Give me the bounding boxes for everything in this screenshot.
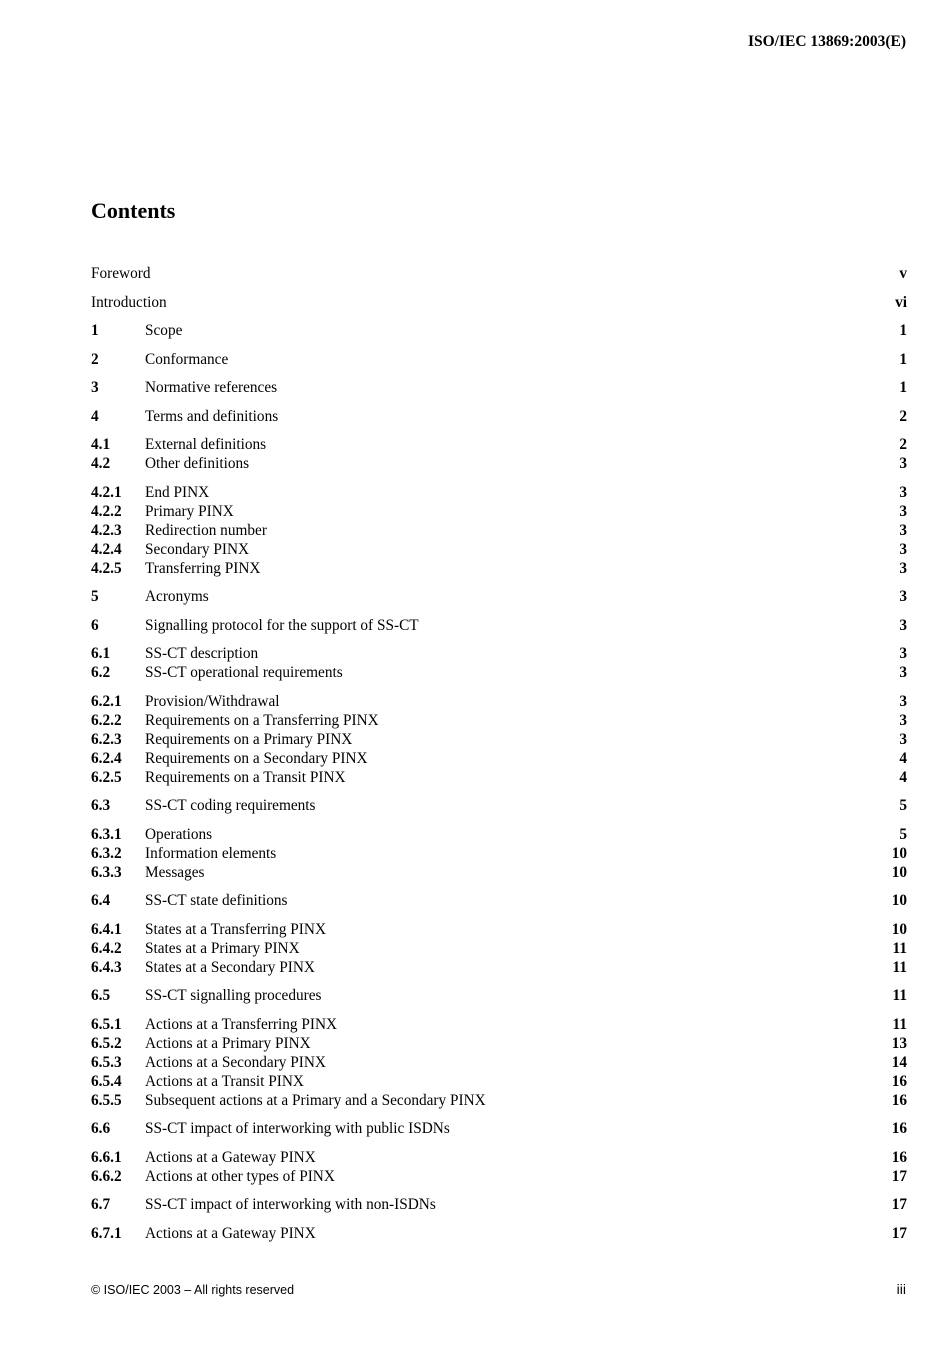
toc-entry-page: 17: [891, 1196, 907, 1213]
toc-entry-page: 5: [899, 825, 907, 843]
toc-entry[interactable]: [91, 1167, 907, 1186]
toc-entry-page: 3: [899, 455, 907, 472]
toc-entry-number: 4: [91, 407, 99, 425]
toc-entry-title: Information elements: [145, 844, 277, 862]
toc-entry[interactable]: [91, 1195, 907, 1214]
toc-entry-page: 17: [891, 1167, 907, 1185]
toc-entry-page: 10: [891, 920, 907, 938]
toc-entry-number: 6.2.3: [91, 730, 122, 748]
toc-group: [91, 920, 907, 977]
toc-entry-title: States at a Transferring PINX: [145, 920, 326, 938]
toc-entry-title: Provision/Withdrawal: [145, 692, 280, 710]
toc-entry[interactable]: [91, 616, 907, 635]
toc-entry[interactable]: [91, 454, 907, 473]
toc-group: [91, 293, 907, 312]
toc-group: [91, 692, 907, 787]
toc-entry-number: 6.3: [91, 797, 111, 814]
toc-entry-number: 6: [91, 616, 99, 634]
toc-entry-title: Foreword: [91, 265, 151, 282]
toc-entry-page: 10: [891, 863, 907, 881]
toc-entry-title: Actions at a Transit PINX: [145, 1072, 304, 1090]
toc-entry-page: 2: [899, 436, 907, 453]
toc-entry-title: States at a Primary PINX: [145, 939, 300, 957]
toc-entry-title: Secondary PINX: [145, 540, 250, 558]
toc-entry-title: Requirements on a Transit PINX: [145, 768, 346, 786]
toc-group: [91, 891, 907, 910]
toc-entry[interactable]: [91, 644, 907, 663]
toc-entry[interactable]: [91, 1072, 907, 1091]
toc-entry[interactable]: [91, 1119, 907, 1138]
toc-entry-number: 6.2.5: [91, 768, 122, 786]
footer-copyright: © ISO/IEC 2003 – All rights reserved: [91, 1283, 295, 1297]
toc-entry-page: 3: [899, 521, 907, 539]
toc-entry-page: 17: [891, 1224, 907, 1242]
toc-entry-number: 4.2.3: [91, 521, 122, 539]
toc-entry-number: 6.1: [91, 645, 111, 662]
toc-entry[interactable]: [91, 768, 907, 787]
toc-entry-page: vi: [895, 293, 907, 311]
toc-entry-title: Actions at a Transferring PINX: [145, 1015, 338, 1033]
toc-entry-page: 16: [891, 1072, 907, 1090]
toc-entry-number: 4.2.2: [91, 502, 122, 520]
toc-entry-title: Requirements on a Primary PINX: [145, 730, 353, 748]
toc-entry-number: 6.7.1: [91, 1224, 122, 1242]
toc-entry-title: States at a Secondary PINX: [145, 958, 315, 976]
toc-group: [91, 435, 907, 473]
toc-entry-number: 6.4.1: [91, 920, 122, 938]
toc-entry-title: Requirements on a Transferring PINX: [145, 711, 379, 729]
toc-group: [91, 378, 907, 397]
toc-entry-title: SS-CT impact of interworking with public ISDNs: [145, 1120, 450, 1137]
toc-entry-title: Primary PINX: [145, 502, 234, 520]
toc-entry-page: v: [899, 265, 907, 282]
toc-entry-number: 6.3.3: [91, 863, 122, 881]
toc-entry-page: 10: [891, 892, 907, 909]
toc-entry[interactable]: [91, 825, 907, 844]
toc-entry-title: Normative references: [145, 379, 278, 396]
toc-entry[interactable]: [91, 1053, 907, 1072]
toc-entry-page: 11: [892, 958, 907, 976]
table-of-contents: [91, 264, 907, 1252]
toc-entry[interactable]: [91, 435, 907, 454]
toc-entry-title: SS-CT state definitions: [145, 892, 288, 909]
toc-entry-title: SS-CT operational requirements: [145, 664, 343, 681]
toc-entry-page: 3: [899, 540, 907, 558]
toc-entry-page: 3: [899, 559, 907, 577]
toc-entry-page: 16: [891, 1091, 907, 1109]
toc-entry[interactable]: [91, 663, 907, 682]
toc-entry-number: 6.6: [91, 1120, 111, 1137]
toc-entry[interactable]: [91, 321, 907, 340]
toc-entry[interactable]: [91, 1091, 907, 1110]
toc-entry-title: SS-CT coding requirements: [145, 797, 316, 814]
toc-entry-number: 6.7: [91, 1196, 111, 1213]
toc-entry-page: 11: [892, 987, 907, 1004]
toc-entry-title: Requirements on a Secondary PINX: [145, 749, 368, 767]
toc-entry-title: End PINX: [145, 483, 210, 501]
toc-entry-number: 6.5: [91, 987, 111, 1004]
toc-entry[interactable]: [91, 891, 907, 910]
toc-entry[interactable]: [91, 939, 907, 958]
toc-entry-number: 6.4.2: [91, 939, 122, 957]
toc-entry-page: 14: [891, 1053, 907, 1071]
toc-entry[interactable]: [91, 1034, 907, 1053]
toc-entry-title: Transferring PINX: [145, 559, 261, 577]
toc-entry-number: 5: [91, 588, 99, 605]
toc-entry[interactable]: [91, 483, 907, 502]
toc-group: [91, 483, 907, 578]
toc-entry-page: 16: [891, 1148, 907, 1166]
toc-entry-number: 6.2.4: [91, 749, 122, 767]
toc-group: [91, 1224, 907, 1243]
toc-entry-page: 5: [899, 797, 907, 814]
toc-entry[interactable]: [91, 749, 907, 768]
toc-entry-page: 3: [899, 645, 907, 662]
toc-entry[interactable]: [91, 587, 907, 606]
toc-entry-number: 6.5.3: [91, 1053, 122, 1071]
toc-entry[interactable]: [91, 1148, 907, 1167]
toc-entry-number: 4.2.4: [91, 540, 122, 558]
toc-entry-title: Subsequent actions at a Primary and a Secondary PINX: [145, 1091, 486, 1109]
toc-entry[interactable]: [91, 692, 907, 711]
toc-entry[interactable]: [91, 502, 907, 521]
toc-entry-title: Scope: [145, 322, 183, 339]
document-id: ISO/IEC 13869:2003(E): [747, 33, 906, 50]
toc-entry[interactable]: [91, 958, 907, 977]
toc-group: [91, 796, 907, 815]
toc-entry-title: Other definitions: [145, 455, 250, 472]
toc-entry[interactable]: [91, 711, 907, 730]
toc-entry-title: Redirection number: [145, 521, 267, 539]
toc-entry-title: Conformance: [145, 350, 229, 368]
toc-entry-title: Signalling protocol for the support of SS-CT: [145, 616, 419, 634]
toc-entry-title: SS-CT description: [145, 645, 259, 662]
toc-entry[interactable]: [91, 863, 907, 882]
toc-entry-number: 6.5.4: [91, 1072, 122, 1090]
toc-entry-title: Actions at a Secondary PINX: [145, 1053, 326, 1071]
toc-group: [91, 350, 907, 369]
toc-entry-title: Terms and definitions: [145, 407, 279, 425]
toc-entry-title: Messages: [145, 863, 205, 881]
toc-entry[interactable]: [91, 264, 907, 283]
toc-entry-title: SS-CT impact of interworking with non-ISDNs: [145, 1196, 436, 1213]
toc-entry-number: 2: [91, 350, 99, 368]
toc-entry-number: 1: [91, 322, 99, 339]
toc-entry[interactable]: [91, 350, 907, 369]
toc-entry-page: 3: [899, 664, 907, 681]
toc-entry-title: Acronyms: [145, 588, 209, 605]
toc-entry-number: 6.5.2: [91, 1034, 122, 1052]
toc-entry[interactable]: [91, 407, 907, 426]
toc-entry[interactable]: [91, 920, 907, 939]
toc-entry[interactable]: [91, 1224, 907, 1243]
toc-group: [91, 1148, 907, 1186]
toc-group: [91, 616, 907, 635]
toc-entry-number: 6.2: [91, 664, 111, 681]
toc-group: [91, 321, 907, 340]
toc-group: [91, 825, 907, 882]
toc-entry-page: 2: [899, 407, 907, 425]
toc-entry-page: 1: [899, 379, 907, 396]
toc-entry-page: 3: [899, 483, 907, 501]
toc-entry-page: 13: [891, 1034, 907, 1052]
toc-entry-number: 6.3.1: [91, 825, 122, 843]
toc-entry[interactable]: [91, 1015, 907, 1034]
toc-entry-number: 6.6.1: [91, 1148, 122, 1166]
toc-group: [91, 1195, 907, 1214]
toc-entry-number: 6.4: [91, 892, 111, 909]
toc-entry-page: 16: [891, 1120, 907, 1137]
toc-group: [91, 407, 907, 426]
toc-entry-page: 10: [891, 844, 907, 862]
page-title: Contents: [91, 198, 176, 223]
toc-entry-page: 3: [899, 692, 907, 710]
toc-entry-number: 4.1: [91, 436, 111, 453]
toc-entry[interactable]: [91, 521, 907, 540]
toc-entry-number: 6.3.2: [91, 844, 122, 862]
toc-entry-number: 6.5.1: [91, 1015, 122, 1033]
toc-entry-page: 4: [899, 768, 907, 786]
toc-entry-page: 3: [899, 502, 907, 520]
toc-entry[interactable]: [91, 986, 907, 1005]
toc-entry-page: 3: [899, 730, 907, 748]
toc-entry-title: Introduction: [91, 293, 167, 311]
toc-group: [91, 587, 907, 606]
toc-entry-title: Actions at a Gateway PINX: [145, 1148, 316, 1166]
toc-entry[interactable]: [91, 730, 907, 749]
toc-entry-number: 6.2.1: [91, 692, 122, 710]
toc-entry-page: 3: [899, 616, 907, 634]
toc-group: [91, 1015, 907, 1110]
toc-entry-number: 4.2: [91, 455, 111, 472]
toc-entry[interactable]: [91, 540, 907, 559]
toc-entry-number: 4.2.5: [91, 559, 122, 577]
toc-entry-page: 1: [899, 322, 907, 339]
toc-entry-page: 11: [892, 1015, 907, 1033]
toc-entry-number: 3: [91, 379, 99, 396]
toc-group: [91, 1119, 907, 1138]
toc-group: [91, 644, 907, 682]
toc-entry-page: 3: [899, 588, 907, 605]
toc-group: [91, 264, 907, 283]
toc-entry-page: 1: [899, 350, 907, 368]
toc-entry[interactable]: [91, 796, 907, 815]
toc-group: [91, 986, 907, 1005]
toc-entry-number: 6.2.2: [91, 711, 122, 729]
toc-entry-title: Actions at a Primary PINX: [145, 1034, 311, 1052]
footer-page-number: iii: [896, 1281, 906, 1297]
toc-entry-number: 6.4.3: [91, 958, 122, 976]
toc-entry-number: 6.6.2: [91, 1167, 122, 1185]
toc-entry[interactable]: [91, 844, 907, 863]
toc-entry-title: External definitions: [145, 436, 267, 453]
toc-entry-page: 4: [899, 749, 907, 767]
toc-entry-page: 11: [892, 939, 907, 957]
toc-entry-title: Operations: [145, 825, 213, 843]
toc-entry[interactable]: [91, 378, 907, 397]
toc-entry-number: 6.5.5: [91, 1091, 122, 1109]
toc-entry-title: SS-CT signalling procedures: [145, 987, 322, 1004]
toc-entry-page: 3: [899, 711, 907, 729]
toc-entry[interactable]: [91, 559, 907, 578]
toc-entry-title: Actions at a Gateway PINX: [145, 1224, 316, 1242]
toc-entry-title: Actions at other types of PINX: [145, 1167, 335, 1185]
toc-entry-number: 4.2.1: [91, 483, 122, 501]
toc-entry[interactable]: [91, 293, 907, 312]
